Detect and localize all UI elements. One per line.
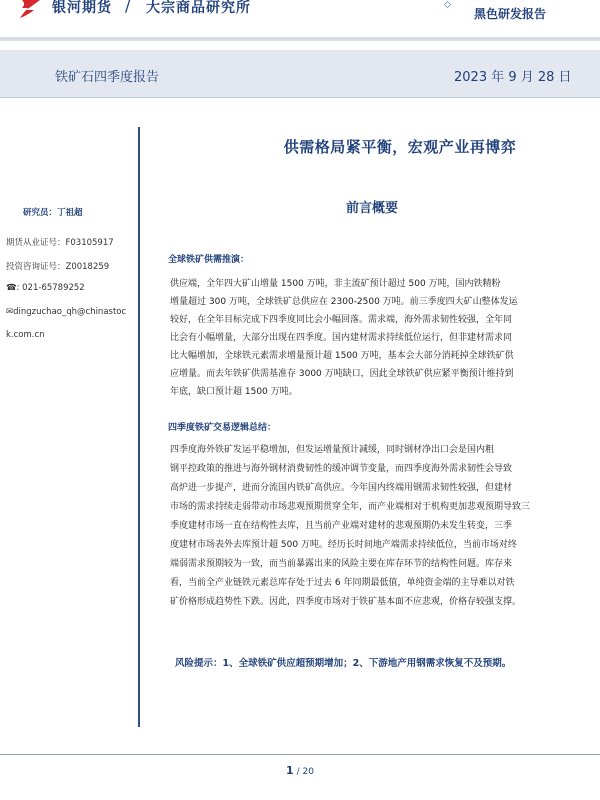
diamond-icon: ◇: [444, 0, 451, 10]
email-address-cont: k.com.cn: [6, 330, 45, 340]
institute-name: 大宗商品研究所: [146, 0, 251, 16]
column-divider: [138, 127, 140, 727]
paragraph-line: 年底，缺口预计超 1500 万吨。: [170, 387, 298, 397]
paragraph-line: 度建材市场表外去库预计超 500 万吨。经历长时间地产端需求持续低位，当前市场对终: [170, 540, 517, 550]
page-number: [0, 764, 600, 777]
paragraph-line: 端弱需求预期较为一致，而当前暴露出来的风险主要在库存环节的结构性问题。库存来: [170, 559, 513, 569]
paragraph-line: 增量超过 300 万吨，全球铁矿总供应在 2300-2500 万吨。前三季度四大矿山整体发运: [170, 297, 518, 307]
galaxy-logo-icon: [18, 0, 44, 18]
global-section-heading: 全球铁矿供需推演：: [168, 255, 250, 265]
page-separator: /: [296, 767, 300, 777]
company-name: 银河期货: [52, 0, 112, 16]
paragraph-line: 供应端，全年四大矿山增量 1500 万吨，非主流矿预计超过 500 万吨，国内铁精粉: [170, 279, 501, 289]
paragraph-line: 较好，在全年目标完成下四季度同比会小幅回落。需求端，海外需求韧性较强，全年同: [170, 315, 513, 325]
footer-divider: [0, 754, 600, 755]
risk-note: 风险提示：1、全球铁矿供应超预期增加；2、下游地产用钢需求恢复不及预期。: [175, 658, 512, 669]
page-header: [0, 0, 600, 37]
report-name: 铁矿石四季度报告: [55, 70, 160, 85]
report-date: 2023 年 9 月 28 日: [454, 70, 572, 85]
header-separator: /: [125, 0, 131, 15]
header-divider: [0, 37, 600, 41]
total-pages: 20: [302, 767, 314, 777]
paragraph-line: 应增量。而去年铁矿供需基准存 3000 万吨缺口，因此全球铁矿供应紧平衡预计维持到: [170, 369, 514, 379]
q4-section-heading: 四季度铁矿交易逻辑总结：: [168, 423, 277, 433]
headline: 供需格局紧平衡，宏观产业再博弈: [283, 138, 517, 156]
phone-number: ☎: 021-65789252: [6, 283, 85, 293]
paragraph-line: 高炉进一步提产，进而分流国内铁矿高供应。今年国内终端用钢需求韧性较强，但建材: [170, 483, 513, 493]
paragraph-line: 矿价格形成趋势性下跌。因此，四季度市场对于铁矿基本面不应悲观，价格存较强支撑。: [170, 597, 522, 607]
consulting-license: 投资咨询证号：Z0018259: [6, 262, 110, 272]
paragraph-line: 比大幅增加，全球铁元素需求增量预计超 1500 万吨，基本会大部分消耗掉全球铁矿供: [170, 351, 514, 361]
email-address: ✉dingzuchao_qh@chinastoc: [6, 307, 127, 317]
paragraph-line: 看，当前全产业链铁元素总库存处于过去 6 年同期最低值，单纯资金端的主导难以对铁: [170, 578, 515, 588]
paragraph-line: 市场的需求持续走弱带动市场悲观预期贯穿全年，而产业端相对于机构更加悲观预期导致三: [170, 502, 531, 512]
paragraph-line: 四季度海外铁矿发运平稳增加，但发运增量预计减缓，同时钢材净出口会是国内粗: [170, 445, 495, 455]
futures-license: 期货从业证号：F03105917: [6, 238, 114, 248]
current-page: 1: [286, 764, 294, 777]
section-title: 前言概要: [345, 201, 398, 216]
paragraph-line: 比会有小幅增量，大部分出现在四季度。国内建材需求持续低位运行，但非建材需求同: [170, 333, 513, 343]
paragraph-line: 季度建材市场一直在结构性去库，且当前产业端对建材的悲观预期仍未发生转变，三季: [170, 521, 513, 531]
analyst-name: 研究员：丁祖超: [23, 208, 83, 218]
paragraph-line: 钢平控政策的推进与海外钢材消费韧性的缓冲调节变量，而四季度海外需求韧性会导致: [170, 464, 513, 474]
report-type: 黑色研发报告: [474, 7, 547, 21]
